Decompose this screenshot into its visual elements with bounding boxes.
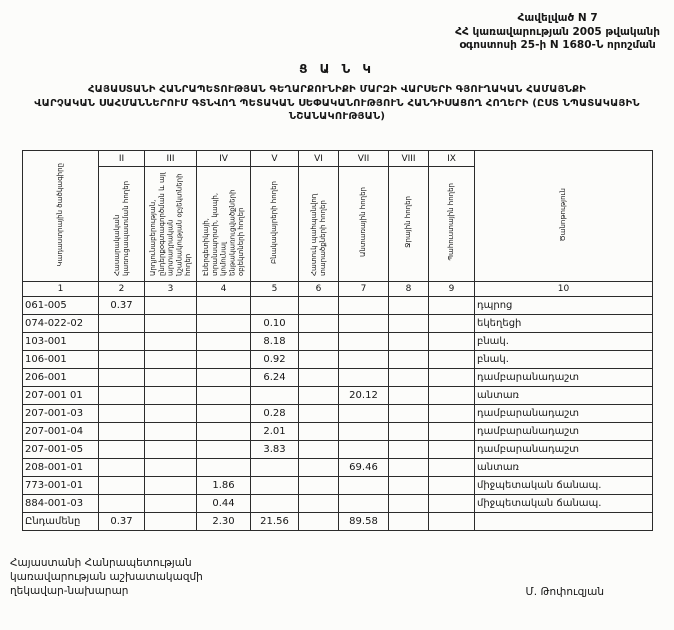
note-cell: միջպետական ճանապ. xyxy=(475,477,653,495)
area-value-cell xyxy=(251,387,299,405)
note-cell xyxy=(475,513,653,531)
area-value-cell xyxy=(299,315,339,333)
appendix-reference xyxy=(455,12,660,53)
area-value-cell: 2.01 xyxy=(251,423,299,441)
area-value-cell xyxy=(251,477,299,495)
parcel-code-cell: 208-001-01 xyxy=(23,459,99,477)
area-value-cell: 1.86 xyxy=(197,477,251,495)
table-row xyxy=(23,387,653,405)
header-col7-label: Անտառային հողեր xyxy=(359,187,368,257)
area-value-cell xyxy=(299,333,339,351)
col-num-4: 4 xyxy=(197,282,251,297)
header-col9 xyxy=(429,167,475,282)
area-value-cell: 8.18 xyxy=(251,333,299,351)
area-value-cell xyxy=(389,387,429,405)
area-value-cell: 0.92 xyxy=(251,351,299,369)
header-note-label: Ծանոթություն xyxy=(559,187,568,242)
parcel-code-cell: 207-001-05 xyxy=(23,441,99,459)
appendix-line-2: ՀՀ կառավարության 2005 թվականի xyxy=(455,25,660,38)
area-value-cell xyxy=(429,315,475,333)
area-value-cell xyxy=(429,369,475,387)
area-value-cell xyxy=(389,441,429,459)
note-cell: դպրոց xyxy=(475,297,653,315)
area-value-cell: 2.30 xyxy=(197,513,251,531)
area-value-cell xyxy=(339,495,389,513)
header-col8-label: Ջրային հողեր xyxy=(404,196,413,248)
land-table xyxy=(22,150,653,531)
area-value-cell xyxy=(145,477,197,495)
area-value-cell xyxy=(99,333,145,351)
note-cell: բնակ. xyxy=(475,333,653,351)
area-value-cell xyxy=(389,459,429,477)
roman-ix: IX xyxy=(429,151,475,167)
area-value-cell xyxy=(389,513,429,531)
area-value-cell: 89.58 xyxy=(339,513,389,531)
header-col2-label: Հասարակական կառուցապատման հողեր xyxy=(112,180,130,276)
area-value-cell: 0.37 xyxy=(99,297,145,315)
area-value-cell xyxy=(429,459,475,477)
area-value-cell xyxy=(389,369,429,387)
parcel-code-cell: 207-001-04 xyxy=(23,423,99,441)
area-value-cell xyxy=(299,369,339,387)
area-value-cell xyxy=(145,297,197,315)
area-value-cell xyxy=(339,477,389,495)
heading-line-2: ՎԱՐՉԱԿԱՆ ՍԱՀՄԱՆՆԵՐՈՒՄ ԳՏՆՎՈՂ ՊԵՏԱԿԱՆ ՍԵՓԱԿԱՆՈՒԹՅՈՒՆ ՀԱՆԴԻՍԱՑՈՂ ՀՈՂԵՐԻ (ԸՍՏ ՆՊԱՏԱԿԱՅԻՆ ՆՇԱՆԱԿՈՒԹՅԱՆ) xyxy=(34,97,640,122)
area-value-cell xyxy=(299,297,339,315)
header-col2 xyxy=(99,167,145,282)
area-value-cell xyxy=(145,405,197,423)
table-row xyxy=(23,495,653,513)
area-value-cell xyxy=(197,405,251,423)
parcel-code-cell: 773-001-01 xyxy=(23,477,99,495)
roman-v: V xyxy=(251,151,299,167)
table-row xyxy=(23,441,653,459)
table-row xyxy=(23,315,653,333)
area-value-cell xyxy=(145,441,197,459)
column-number-row xyxy=(23,282,653,297)
header-note xyxy=(475,151,653,282)
area-value-cell xyxy=(99,405,145,423)
area-value-cell xyxy=(197,351,251,369)
area-value-cell xyxy=(99,315,145,333)
table-total-row xyxy=(23,513,653,531)
area-value-cell xyxy=(145,387,197,405)
parcel-code-cell: Ընդամենը xyxy=(23,513,99,531)
area-value-cell xyxy=(429,333,475,351)
note-cell: անտառ xyxy=(475,387,653,405)
document-heading xyxy=(8,83,666,124)
parcel-code-cell: 206-001 xyxy=(23,369,99,387)
area-value-cell xyxy=(197,441,251,459)
col-num-7: 7 xyxy=(339,282,389,297)
area-value-cell: 0.10 xyxy=(251,315,299,333)
area-value-cell xyxy=(429,351,475,369)
area-value-cell: 21.56 xyxy=(251,513,299,531)
area-value-cell xyxy=(251,297,299,315)
signature-line-1: Հայաստանի Հանրապետության xyxy=(10,557,192,569)
table-row xyxy=(23,297,653,315)
note-cell: եկեղեցի xyxy=(475,315,653,333)
appendix-line-1: Հավելված N 7 xyxy=(517,12,598,24)
area-value-cell xyxy=(145,369,197,387)
table-row xyxy=(23,477,653,495)
table-row xyxy=(23,333,653,351)
area-value-cell xyxy=(339,369,389,387)
header-col5 xyxy=(251,167,299,282)
area-value-cell xyxy=(389,333,429,351)
area-value-cell xyxy=(429,513,475,531)
col-num-8: 8 xyxy=(389,282,429,297)
header-col4 xyxy=(197,167,251,282)
col-num-2: 2 xyxy=(99,282,145,297)
area-value-cell xyxy=(145,351,197,369)
roman-numeral-row xyxy=(23,151,653,167)
area-value-cell xyxy=(145,495,197,513)
header-col3 xyxy=(145,167,197,282)
area-value-cell xyxy=(389,297,429,315)
parcel-code-cell: 106-001 xyxy=(23,351,99,369)
area-value-cell xyxy=(429,495,475,513)
area-value-cell xyxy=(299,423,339,441)
header-col6 xyxy=(299,167,339,282)
appendix-line-3: օգոստոսի 25-ի N 1680-Ն որոշման xyxy=(459,39,656,52)
area-value-cell xyxy=(99,387,145,405)
signature-block xyxy=(10,556,203,599)
area-value-cell xyxy=(145,315,197,333)
area-value-cell xyxy=(429,441,475,459)
area-value-cell xyxy=(389,351,429,369)
area-value-cell xyxy=(299,495,339,513)
header-col4-label: Էներգետիկայի, տրանսպորտի, կապի, կոմունալ ենթակառուցվածքների օբյեկտների հողեր xyxy=(201,189,245,276)
parcel-code-cell: 074-022-02 xyxy=(23,315,99,333)
area-value-cell xyxy=(145,333,197,351)
area-value-cell xyxy=(299,441,339,459)
document-title: Ց Ա Ն Կ xyxy=(299,62,375,76)
parcel-code-cell: 207-001-03 xyxy=(23,405,99,423)
table-row xyxy=(23,405,653,423)
signature-line-3: ղեկավար-նախարար xyxy=(10,585,129,598)
parcel-code-cell: 207-001 01 xyxy=(23,387,99,405)
note-cell: անտառ xyxy=(475,459,653,477)
area-value-cell: 3.83 xyxy=(251,441,299,459)
area-value-cell xyxy=(99,423,145,441)
area-value-cell xyxy=(339,315,389,333)
area-value-cell xyxy=(429,405,475,423)
table-row xyxy=(23,369,653,387)
note-cell: բնակ. xyxy=(475,351,653,369)
table-row xyxy=(23,351,653,369)
table-body xyxy=(23,297,653,531)
area-value-cell xyxy=(339,405,389,423)
parcel-code-cell: 061-005 xyxy=(23,297,99,315)
area-value-cell xyxy=(299,459,339,477)
header-col3-label: Արդյունաբերության, ընդերքօգտագործման և այլ արտադրական նշանակության օբյեկտների հողեր xyxy=(148,172,192,276)
roman-iv: IV xyxy=(197,151,251,167)
col-num-5: 5 xyxy=(251,282,299,297)
signatory-name: Մ. Թոփուզյան xyxy=(525,586,604,598)
area-value-cell xyxy=(429,387,475,405)
area-value-cell xyxy=(299,477,339,495)
area-value-cell xyxy=(99,441,145,459)
header-col8 xyxy=(389,167,429,282)
table-row xyxy=(23,423,653,441)
area-value-cell xyxy=(197,387,251,405)
col-num-1: 1 xyxy=(23,282,99,297)
roman-viii: VIII xyxy=(389,151,429,167)
note-cell: դամբարանադաշտ xyxy=(475,441,653,459)
area-value-cell xyxy=(99,459,145,477)
area-value-cell xyxy=(251,459,299,477)
area-value-cell xyxy=(339,423,389,441)
area-value-cell: 0.44 xyxy=(197,495,251,513)
area-value-cell xyxy=(339,333,389,351)
header-parcel-code-label: Կադաստրային ծածկագիրը xyxy=(56,162,65,267)
note-cell: դամբարանադաշտ xyxy=(475,423,653,441)
area-value-cell xyxy=(145,513,197,531)
area-value-cell: 0.28 xyxy=(251,405,299,423)
col-num-3: 3 xyxy=(145,282,197,297)
col-num-10: 10 xyxy=(475,282,653,297)
area-value-cell xyxy=(99,351,145,369)
area-value-cell xyxy=(429,297,475,315)
table-row xyxy=(23,459,653,477)
area-value-cell xyxy=(99,369,145,387)
area-value-cell xyxy=(389,405,429,423)
area-value-cell xyxy=(339,351,389,369)
area-value-cell xyxy=(299,513,339,531)
heading-line-1: ՀԱՅԱՍՏԱՆԻ ՀԱՆՐԱՊԵՏՈՒԹՅԱՆ ԳԵՂԱՐՔՈՒՆԻՔԻ ՄԱՐԶԻ ՎԱՐՍԵՐԻ ԳՅՈՒՂԱԿԱՆ ՀԱՄԱՅՆՔԻ xyxy=(87,84,587,95)
area-value-cell xyxy=(429,423,475,441)
area-value-cell xyxy=(389,477,429,495)
header-col7 xyxy=(339,167,389,282)
roman-vii: VII xyxy=(339,151,389,167)
col-num-6: 6 xyxy=(299,282,339,297)
area-value-cell xyxy=(145,459,197,477)
area-value-cell: 20.12 xyxy=(339,387,389,405)
col-num-9: 9 xyxy=(429,282,475,297)
area-value-cell xyxy=(299,405,339,423)
header-col9-label: Պահուստային հողեր xyxy=(447,183,456,261)
roman-iii: III xyxy=(145,151,197,167)
note-cell: միջպետական ճանապ. xyxy=(475,495,653,513)
parcel-code-cell: 103-001 xyxy=(23,333,99,351)
note-cell: դամբարանադաշտ xyxy=(475,369,653,387)
area-value-cell xyxy=(299,351,339,369)
area-value-cell: 0.37 xyxy=(99,513,145,531)
area-value-cell xyxy=(251,495,299,513)
area-value-cell xyxy=(145,423,197,441)
area-value-cell xyxy=(389,423,429,441)
area-value-cell xyxy=(197,423,251,441)
roman-ii: II xyxy=(99,151,145,167)
signature-line-2: կառավարության աշխատակազմի xyxy=(10,571,203,584)
note-cell: դամբարանադաշտ xyxy=(475,405,653,423)
area-value-cell xyxy=(99,495,145,513)
area-value-cell xyxy=(197,315,251,333)
area-value-cell xyxy=(197,297,251,315)
area-value-cell xyxy=(429,477,475,495)
area-value-cell xyxy=(299,387,339,405)
roman-vi: VI xyxy=(299,151,339,167)
area-value-cell xyxy=(339,297,389,315)
area-value-cell xyxy=(197,333,251,351)
area-value-cell: 69.46 xyxy=(339,459,389,477)
area-value-cell: 6.24 xyxy=(251,369,299,387)
header-col6-label: Հատուկ պահպանվող տարածքների հողեր xyxy=(309,193,327,276)
area-value-cell xyxy=(339,441,389,459)
header-col5-label: Բնակավայրերի հողեր xyxy=(270,180,279,264)
area-value-cell xyxy=(389,315,429,333)
area-value-cell xyxy=(99,477,145,495)
area-value-cell xyxy=(197,459,251,477)
parcel-code-cell: 884-001-03 xyxy=(23,495,99,513)
header-parcel-code xyxy=(23,151,99,282)
area-value-cell xyxy=(389,495,429,513)
area-value-cell xyxy=(197,369,251,387)
